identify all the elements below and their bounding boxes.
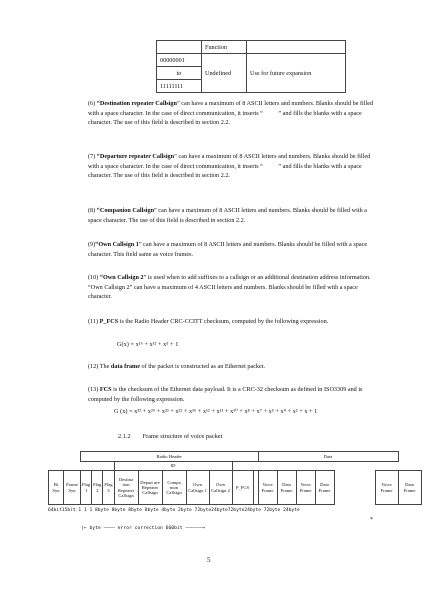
asterisk-mark: * <box>370 517 373 523</box>
item-10: (10) “Own Callsign 2” is used when to add suffixes to a callsign or an additional destination address information. “Own Callsign 2” can have a maximum of 4 ASCII letters and numbers. Blanks should be filled with a space character. <box>88 274 371 301</box>
item-8: (8) “Companion Callsign” can have a maximum of 8 ASCII letters and numbers. Blanks should be filled with a space character. The use of this field is described in section 2.2. <box>88 207 367 224</box>
function-header-cell: Function <box>202 41 247 54</box>
bit-sync-cell: Bi Syn <box>49 471 64 505</box>
own-callsign2-cell: Own Callsign 2 <box>209 471 232 505</box>
voice-frame-cell: Voice Frame <box>258 471 277 505</box>
code-header-cell <box>157 41 202 54</box>
section-number: 2.1.2 <box>118 433 131 440</box>
frame-sync-cell: Frame Syn <box>64 471 81 505</box>
item-12: (12) The data frame of the packet is constructed as an Ethernet packet. <box>88 363 266 370</box>
own-callsign1-cell: Own Callsign 1 <box>186 471 209 505</box>
flag3-cell: Flag 3 <box>103 471 114 505</box>
code-start-cell: 00000001 <box>157 54 202 67</box>
data-header-cell: Data <box>258 452 398 462</box>
item-7: (7) “Departure repeater Callsign” can have a maximum of 8 ASCII letters and numbers. Blanks should be filled with a space character. In the case of direct communication, it inserts “ ” and fills the blanks with a space character. The use of this field is described in section 2.2. <box>88 153 371 180</box>
error-correction-span: |← byte ———— error correction 660bit ——————→ <box>81 526 206 531</box>
destination-callsign-cell: Destina tion Repeater Callsign <box>114 471 138 505</box>
data-frame-cell: Data Frame <box>277 471 296 505</box>
data-frame-cell: Data Frame <box>315 471 334 505</box>
flag1-cell: Flag 1 <box>81 471 92 505</box>
item-11: (11) P_FCS is the Radio Header CRC-CCITT checksum, computed by the following expression. <box>88 318 329 325</box>
crc32-formula: G (x) = x³² + x²⁶ + x²³ + x²² + x¹⁶ + x¹² + x¹¹ + x¹⁰ + x⁸ + x⁷ + x⁵ + x⁴ + x² + x + 1 <box>114 408 318 415</box>
usage-cell: Use for future expansion <box>247 54 346 93</box>
function-table <box>156 40 346 93</box>
data-frame-cell: Data Frame <box>398 471 421 505</box>
departure-callsign-cell: Depart ure Repeater Callsign <box>138 471 162 505</box>
section-heading <box>118 433 222 440</box>
usage-header-cell <box>247 41 346 54</box>
item-9: (9)“Own Callsign 1” can have a maximum of 8 ASCII letters and numbers. Blanks should be filled with a space character. This field same as voice frames. <box>88 241 368 258</box>
page-number: 5 <box>207 556 211 564</box>
item-13: (13) FCS is the checksum of the Ethernet data payload. It is a CRC-32 checksum as defined in ISO3309 and is computed by the following expression. <box>88 386 363 403</box>
function-cell: Undefined <box>202 54 247 93</box>
radio-header-cell: Radio Header <box>81 452 259 462</box>
id-cell: ID <box>114 462 232 471</box>
frame-structure-table <box>48 451 422 505</box>
pfcs-cell: P_FCS <box>232 471 253 505</box>
companion-callsign-cell: Compa nion Callsign <box>162 471 186 505</box>
code-to-cell: to <box>157 67 202 80</box>
flag2-cell: Flag 2 <box>92 471 103 505</box>
code-end-cell: 11111111 <box>157 80 202 93</box>
voice-frame-cell: Voice Frame <box>375 471 398 505</box>
field-size-row: 64bit15bit 1 1 1 8byte 8byte 8byte 8byte 4byte 2byte 72byte24byte72byte24byte 72byte 24byte <box>48 508 300 513</box>
crc-ccitt-formula: G(x) = x¹⁶ + x¹² + x⁵ + 1 <box>117 341 179 348</box>
section-title: Frame structure of voice packet <box>142 433 223 440</box>
voice-frame-cell: Voice Frame <box>296 471 315 505</box>
item-6: (6) “Destination repeater Callsign” can have a maximum of 8 ASCII letters and numbers. Blanks should be filled with a space character. In the case of direct communication, it inserts “ ” and fills the blanks with a space character. The use of this field is described in section 2.2. <box>88 100 374 127</box>
